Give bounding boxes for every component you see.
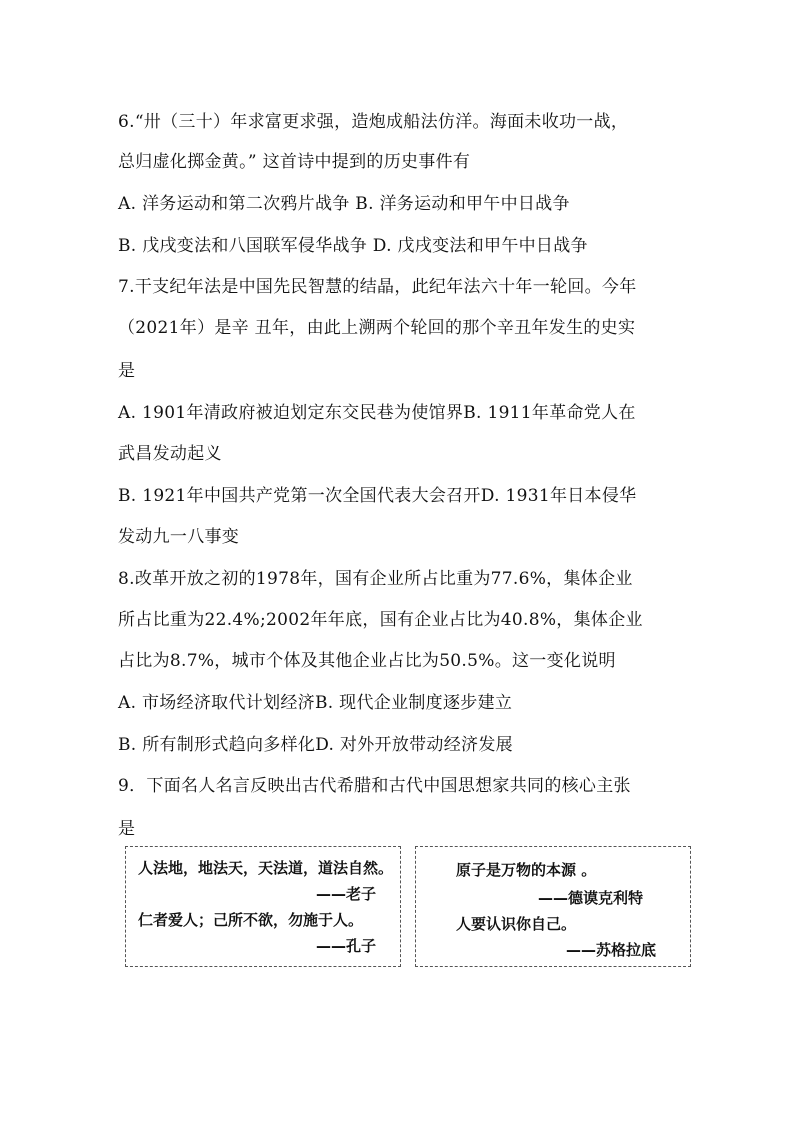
q8-stem-line2: 所占比重为22.4%;2002年年底，国有企业占比为40.8%，集体企业 xyxy=(118,610,643,630)
q8-options-row1: A. 市场经济取代计划经济B. 现代企业制度逐步建立 xyxy=(118,693,513,713)
q7-stem-line3: 是 xyxy=(118,361,136,381)
q6-options-row1: A. 洋务运动和第二次鸦片战争 B. 洋务运动和甲午中日战争 xyxy=(118,194,570,214)
q9-stem-line2: 是 xyxy=(118,819,136,839)
q7-options-row2-a: B. 1921年中国共产党第一次全国代表大会召开D. 1931年日本侵华 xyxy=(118,486,637,506)
quote-box-greek-thinkers xyxy=(415,846,691,967)
q7-options-row1-a: A. 1901年清政府被迫划定东交民巷为使馆界B. 1911年革命党人在 xyxy=(118,403,636,423)
quote-confucius: 仁者爱人；己所不欲，勿施于人。 xyxy=(138,911,364,929)
q7-options-row1-b: 武昌发动起义 xyxy=(118,444,222,464)
q6-stem-line2: 总归虚化掷金黄。” 这首诗中提到的历史事件有 xyxy=(118,152,471,172)
q7-stem-line1: 7.干支纪年法是中国先民智慧的结晶，此纪年法六十年一轮回。今年 xyxy=(118,277,637,297)
quote-socrates: 人要认识你自己。 xyxy=(456,915,577,933)
q7-stem-line2: （2021年）是辛 丑年，由此上溯两个轮回的那个辛丑年发生的史实 xyxy=(118,318,636,338)
author-laozi: ——老子 xyxy=(316,885,377,903)
q6-stem-line1: 6.“卅（三十）年求富更求强，造炮成船法仿洋。海面未收功一战， xyxy=(118,112,629,132)
q9-stem-line1: 9．下面名人名言反映出古代希腊和古代中国思想家共同的核心主张 xyxy=(118,776,631,796)
q6-options-row2: B. 戊戌变法和八国联军侵华战争 D. 戊戌变法和甲午中日战争 xyxy=(118,236,588,256)
author-confucius: ——孔子 xyxy=(316,937,377,955)
quote-democritus: 原子是万物的本源 。 xyxy=(456,861,597,879)
q8-stem-line1: 8.改革开放之初的1978年，国有企业所占比重为77.6%，集体企业 xyxy=(118,569,633,589)
quote-laozi: 人法地，地法天，天法道，道法自然。 xyxy=(138,859,394,877)
q8-stem-line3: 占比为8.7%，城市个体及其他企业占比为50.5%。这一变化说明 xyxy=(118,651,616,671)
author-democritus: ——德谟克利特 xyxy=(538,889,644,907)
q7-options-row2-b: 发动九一八事变 xyxy=(118,527,240,547)
quote-box-chinese-thinkers xyxy=(125,846,401,967)
q8-options-row2: B. 所有制形式趋向多样化D. 对外开放带动经济发展 xyxy=(118,735,513,755)
author-socrates: ——苏格拉底 xyxy=(566,941,657,959)
